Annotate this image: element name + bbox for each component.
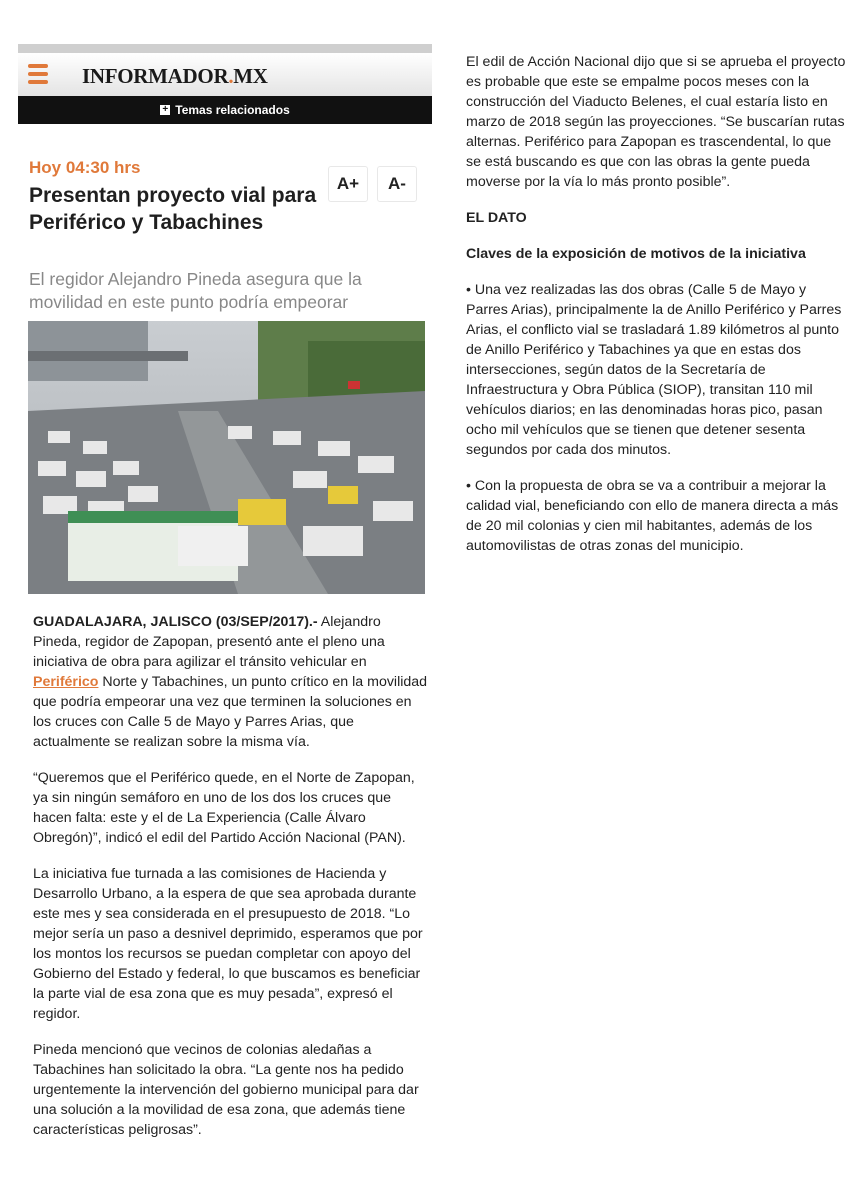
site-header bbox=[18, 44, 432, 96]
dato-bullet-1: • Una vez realizadas las dos obras (Calle 5 de Mayo y Parres Arias), principalmente la de Anillo Periférico y Parres Arias, el conflicto vial se trasladará 1.89 kilómetros al punto de Anillo Periférico y Tabachines ya que en estas dos intersecciones, según datos de la Secretaría de Infraestructura y Obra Pública (SIOP), transitan 110 mil vehículos diarios; en las denominadas horas pico, pasan ocho mil vehículos que se tienen que detener sesenta segundos por cada dos minutos. bbox=[466, 282, 842, 458]
periferico-link[interactable]: Periférico bbox=[33, 674, 99, 690]
plus-icon: + bbox=[160, 105, 170, 115]
dato-bullet-2: • Con la propuesta de obra se va a contribuir a mejorar la calidad vial, beneficiando con ello de manera directa a más de 20 mil colonias y cien mil habitantes, además de los automovilistas de otras zonas del municipio. bbox=[466, 478, 839, 554]
paragraph-5: El edil de Acción Nacional dijo que si se aprueba el proyecto es probable que este se empalme pocos meses con la construcción del Viaducto Belenes, el cual estaría listo en marzo de 2018 según las proyecciones. “Se buscarían rutas alternas. Periférico para Zapopan es trascendental, lo que se está buscando es que con las obras la gente pueda moverse por la vía lo más pronto posible”. bbox=[466, 54, 846, 190]
traffic-photo-illustration bbox=[28, 321, 425, 594]
paragraph-2: “Queremos que el Periférico quede, en el Norte de Zapopan, ya sin ningún semáforo en uno de los dos los cruces que hacen falta: este y el de La Experiencia (Calle Álvaro Obregón)”, indicó el edil del Partido Acción Nacional (PAN). bbox=[33, 770, 415, 846]
paragraph-4: Pineda mencionó que vecinos de colonias aledañas a Tabachines han solicitado la obra. “La gente nos ha pedido urgentemente la intervención del gobierno municipal para dar una solución a la movilidad de esa zona, que además tiene características peligrosas”. bbox=[33, 1042, 419, 1138]
publish-time: Hoy 04:30 hrs bbox=[29, 158, 141, 177]
site-header-block bbox=[18, 44, 432, 124]
article-body-right bbox=[466, 52, 848, 572]
related-topics-label: Temas relacionados bbox=[175, 103, 290, 117]
dato-subtitle: Claves de la exposición de motivos de la iniciativa bbox=[466, 246, 806, 262]
article-photo bbox=[28, 321, 425, 594]
article-body-left bbox=[33, 612, 428, 1156]
hamburger-menu-icon[interactable] bbox=[28, 64, 48, 84]
font-decrease-button[interactable]: A- bbox=[377, 166, 417, 202]
dateline: GUADALAJARA, JALISCO (03/SEP/2017).- bbox=[33, 614, 318, 630]
article-headline: Presentan proyecto vial para Periférico y Tabachines bbox=[29, 184, 317, 234]
font-increase-button[interactable]: A+ bbox=[328, 166, 368, 202]
article-subheadline: El regidor Alejandro Pineda asegura que la movilidad en este punto podría empeorar bbox=[29, 269, 362, 312]
paragraph-1: GUADALAJARA, JALISCO (03/SEP/2017).- Alejandro Pineda, regidor de Zapopan, presentó ante el pleno una iniciativa de obra para agilizar el tránsito vehicular en Periférico Norte y Tabachines, un punto crítico en la movilidad que podría empeorar una vez que terminen la soluciones en los cruces con Calle 5 de Mayo y Parres Arias, que actualmente se realizan sobre la misma vía. bbox=[33, 614, 428, 750]
related-topics-bar[interactable] bbox=[18, 96, 432, 124]
paragraph-3: La iniciativa fue turnada a las comisiones de Hacienda y Desarrollo Urbano, a la espera de que sea aprobada durante este mes y sea considerada en el presupuesto de 2018. “Lo mejor sería un paso a desnivel deprimido, esperamos que por los montos los recursos se puedan completar con apoyo del Gobierno del Estado y federal, lo que buscamos es beneficiar la parte vial de esa zona que es muy pesada”, expresó el regidor. bbox=[33, 866, 423, 1022]
site-logo[interactable]: INFORMADOR.MX bbox=[82, 64, 268, 88]
dato-title: EL DATO bbox=[466, 210, 527, 226]
